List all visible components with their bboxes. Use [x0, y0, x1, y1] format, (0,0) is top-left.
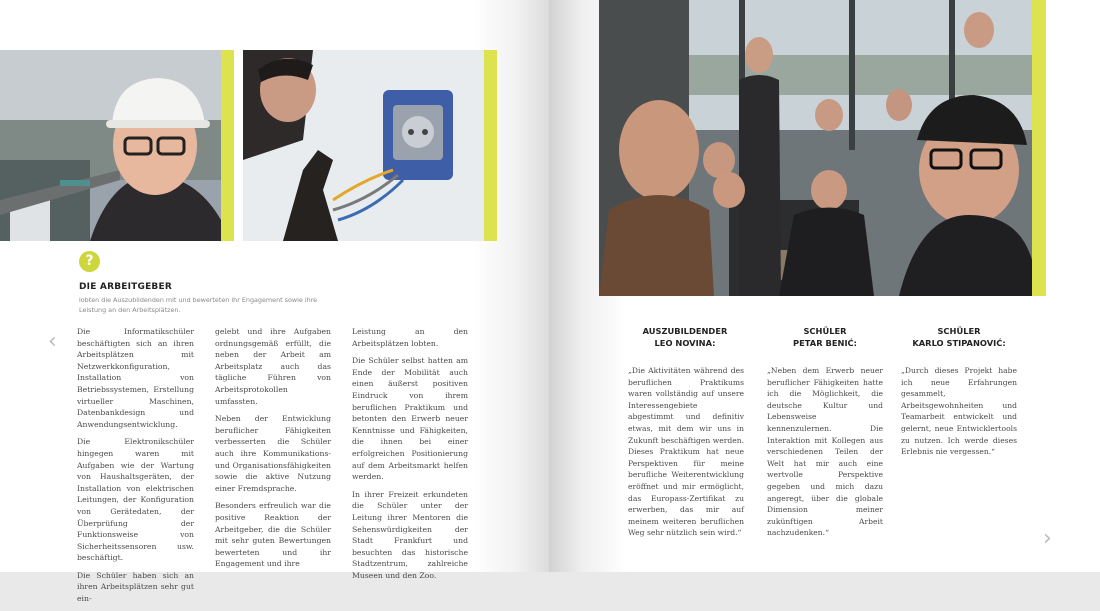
text-column-1 [77, 326, 194, 611]
quote-text-2: „Neben dem Erwerb neuer beruflicher Fähigkeiten hatte ich die Möglichkeit, die deutsche Kultur und Lebensweise kennenzulernen. Die Interaktion mit Kollegen aus verschiedenen Teilen der Welt hat mir auch eine wertvolle Perspektive gegeben und mich dazu angeregt, über die globale Dimension meiner zukünftigen Arbeit nachzudenken.“ [767, 366, 883, 538]
photo-socket-installation [243, 50, 484, 241]
paragraph: Die Schüler selbst hatten am Ende der Mobilität auch einen äußerst positiven Eindruck von ihrem beruflichen Praktikum und betonten den Erwerb neuer Kenntnisse und Fähigkeiten, die ihnen bei einer erfolgreichen Positionierung auf dem Arbeitsmarkt helfen werden. [352, 356, 468, 482]
left-page [0, 0, 549, 604]
photo-group-selfie [599, 0, 1032, 296]
paragraph: Die Schüler haben sich an ihren Arbeitsplätzen sehr gut ein- [77, 570, 194, 604]
right-page [549, 0, 1100, 572]
quote-text-1: „Die Aktivitäten während des beruflichen Praktikums waren vollständig auf unsere Interessengebiete abgestimmt und definitiv etwas, mit dem wir uns in Zukunft beschäftigen werden. Dieses Praktikum hat neue Perspektiven für meine berufliche Weiterentwicklung eröffnet und mir ermöglicht, das Europass-Zertifikat zu erwerben, das mir auf meinem weiteren beruflichen Weg sehr nützlich sein wird.“ [628, 366, 744, 538]
text-column-3 [352, 326, 468, 587]
quote-heading-1 [630, 325, 740, 349]
quote-heading-2 [770, 325, 880, 349]
paragraph: Leistung an den Arbeitsplätzen lobten. [352, 327, 468, 348]
accent-bar [221, 50, 234, 241]
chevron-right-icon[interactable]: › [1043, 526, 1052, 551]
section-subtitle: lobten die Auszubildenden mit und bewerteten ihr Engagement sowie ihre Leistung an den Arbeitsplätzen. [79, 296, 318, 314]
quote-name: KARLO STIPANOVIĆ: [912, 338, 1006, 348]
paragraph: Die Elektronikschüler hingegen waren mit Aufgaben wie der Wartung von Haushaltsgeräten, der Installation von elektrischen Leitungen, der Konfiguration von Gerätedaten, der Überprüfung der Funktionsweise von Sicherheitssensoren usw. beschäftigt. [77, 437, 194, 563]
quote-name: LEO NOVINA: [654, 338, 716, 348]
quote-role: AUSZUBILDENDER [642, 326, 728, 336]
paragraph: Besonders erfreulich war die positive Reaktion der Arbeitgeber, die die Schüler mit sehr guten Bewertungen bewerteten und ihr Engagement und ihre [215, 501, 331, 569]
quote-role: SCHÜLER [803, 326, 847, 336]
quote-text-3: „Durch dieses Projekt habe ich neue Erfahrungen gesammelt, Arbeitsgewohnheiten und Teamarbeit entwickelt und gelernt, neue Entwicklertools zu nutzen. Ich werde dieses Erlebnis nie vergessen.“ [901, 366, 1017, 457]
paragraph: Neben der Entwicklung beruflicher Fähigkeiten verbesserten die Schüler auch ihre Kommunikations- und Organisationsfähigkeiten sowie die aktive Nutzung einer Fremdsprache. [215, 414, 331, 493]
text-column-2 [215, 326, 331, 576]
chevron-left-icon[interactable]: ‹ [48, 329, 57, 354]
section-title: DIE ARBEITGEBER [79, 282, 172, 292]
quote-heading-3 [904, 325, 1014, 349]
paragraph: In ihrer Freizeit erkundeten die Schüler unter der Leitung ihrer Mentoren die Sehenswürdigkeiten der Stadt Frankfurt und besuchten das historische Stadtzentrum, zahlreiche Museen und den Zoo. [352, 489, 468, 580]
question-icon: ? [79, 251, 100, 272]
quote-role: SCHÜLER [937, 326, 981, 336]
accent-bar [484, 50, 497, 241]
accent-bar [1032, 0, 1046, 296]
paragraph: gelebt und ihre Aufgaben ordnungsgemäß erfüllt, die neben der Arbeit am Arbeitsplatz auch das tägliche Führen von Arbeitsprotokollen umfassten. [215, 327, 331, 406]
quote-name: PETAR BENIĆ: [793, 338, 857, 348]
paragraph: Die Informatikschüler beschäftigten sich an ihren Arbeitsplätzen mit Netzwerkkonfiguration, Installation von Betriebssystemen, Erstellung virtueller Maschinen, Datenbankdesign und Anwendungsentwicklung. [77, 327, 194, 429]
photo-helmet-selfie [0, 50, 221, 241]
